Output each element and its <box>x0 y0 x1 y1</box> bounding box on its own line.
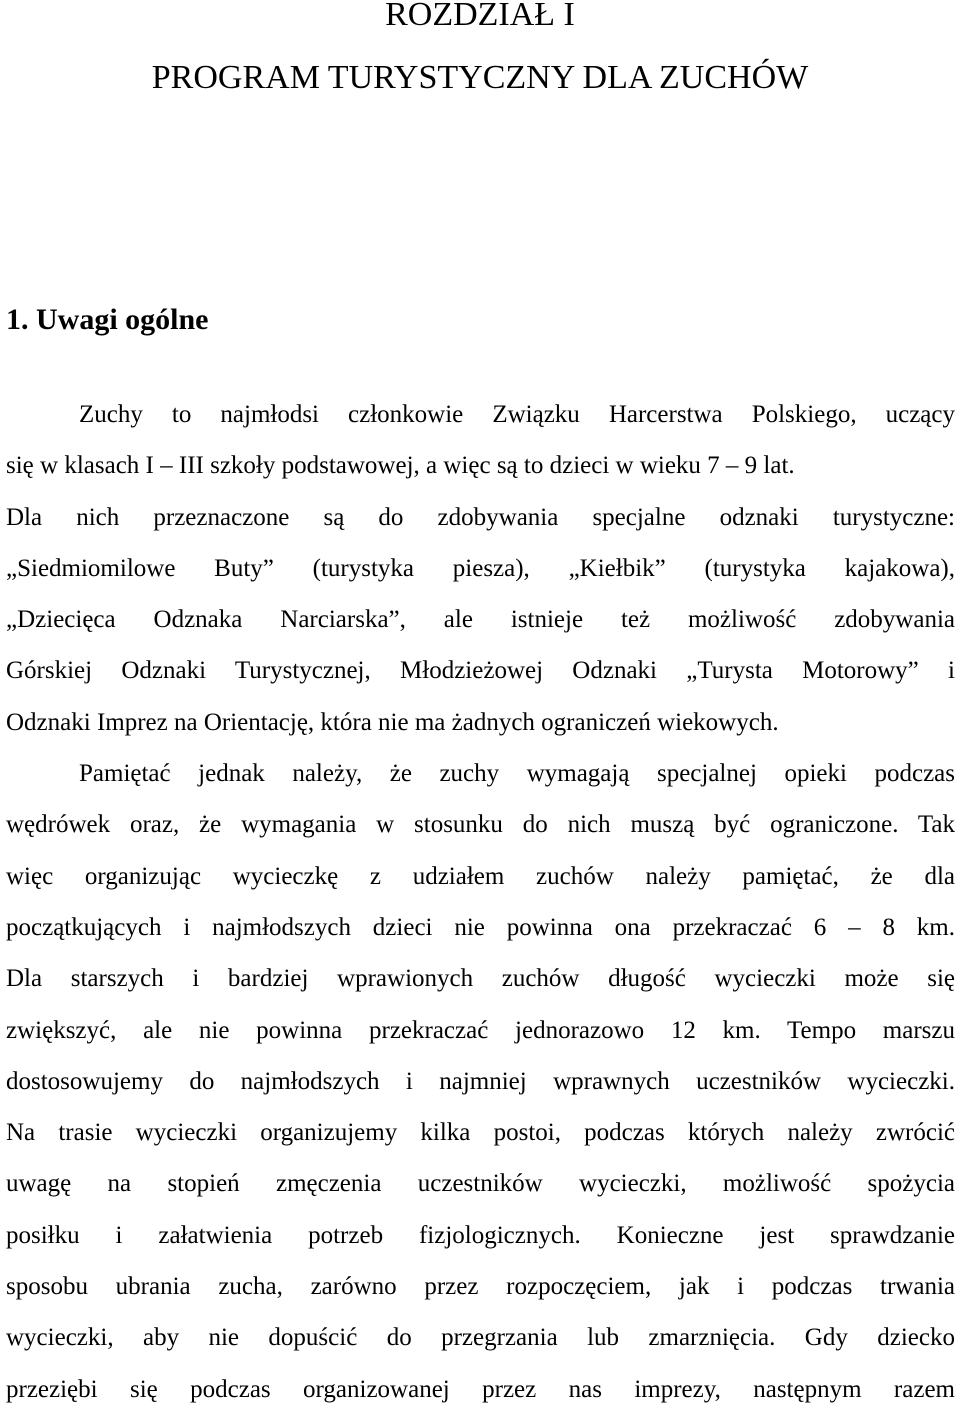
body-line: Na trasie wycieczki organizujemy kilka postoi, podczas których należy zwrócić <box>6 1119 955 1147</box>
body-line: Górskiej Odznaki Turystycznej, Młodzieżowej Odznaki „Turysta Motorowy” i <box>6 657 955 685</box>
section-heading: 1. Uwagi ogólne <box>6 303 209 336</box>
body-line: zwiększyć, ale nie powinna przekraczać jednorazowo 12 km. Tempo marszu <box>6 1016 955 1044</box>
body-line: „Siedmiomilowe Buty” (turystyka piesza), „Kiełbik” (turystyka kajakowa), <box>6 554 955 582</box>
body-line: Dla nich przeznaczone są do zdobywania specjalne odznaki turystyczne: <box>6 503 955 531</box>
body-line: wycieczki, aby nie dopuścić do przegrzania lub zmarznięcia. Gdy dziecko <box>6 1324 955 1352</box>
body-line: Pamiętać jednak należy, że zuchy wymagają specjalnej opieki podczas <box>79 760 955 788</box>
body-line: wędrówek oraz, że wymagania w stosunku do nich muszą być ograniczone. Tak <box>6 811 955 839</box>
body-line: Odznaki Imprez na Orientację, która nie ma żadnych ograniczeń wiekowych. <box>6 708 779 736</box>
chapter-label: ROZDZIAŁ I <box>385 0 575 33</box>
body-line: Dla starszych i bardziej wprawionych zuchów długość wycieczki może się <box>6 965 955 993</box>
body-line: dostosowujemy do najmłodszych i najmniej wprawnych uczestników wycieczki. <box>6 1067 955 1095</box>
body-line: Zuchy to najmłodsi członkowie Związku Harcerstwa Polskiego, uczący <box>79 401 955 428</box>
body-line: się w klasach I – III szkoły podstawowej, a więc są to dzieci w wieku 7 – 9 lat. <box>6 452 795 480</box>
body-line: posiłku i załatwienia potrzeb fizjologicznych. Konieczne jest sprawdzanie <box>6 1221 955 1249</box>
chapter-title: PROGRAM TURYSTYCZNY DLA ZUCHÓW <box>151 59 809 96</box>
body-line: „Dziecięca Odznaka Narciarska”, ale istnieje też możliwość zdobywania <box>6 606 955 634</box>
body-line: przeziębi się podczas organizowanej przez nas imprezy, następnym razem <box>6 1375 955 1403</box>
body-line: więc organizując wycieczkę z udziałem zuchów należy pamiętać, że dla <box>6 862 955 890</box>
body-line: sposobu ubrania zucha, zarówno przez rozpoczęciem, jak i podczas trwania <box>6 1273 955 1301</box>
body-line: uwagę na stopień zmęczenia uczestników wycieczki, możliwość spożycia <box>6 1170 955 1198</box>
body-text <box>6 389 955 1415</box>
body-line: początkujących i najmłodszych dzieci nie powinna ona przekraczać 6 – 8 km. <box>6 913 955 941</box>
